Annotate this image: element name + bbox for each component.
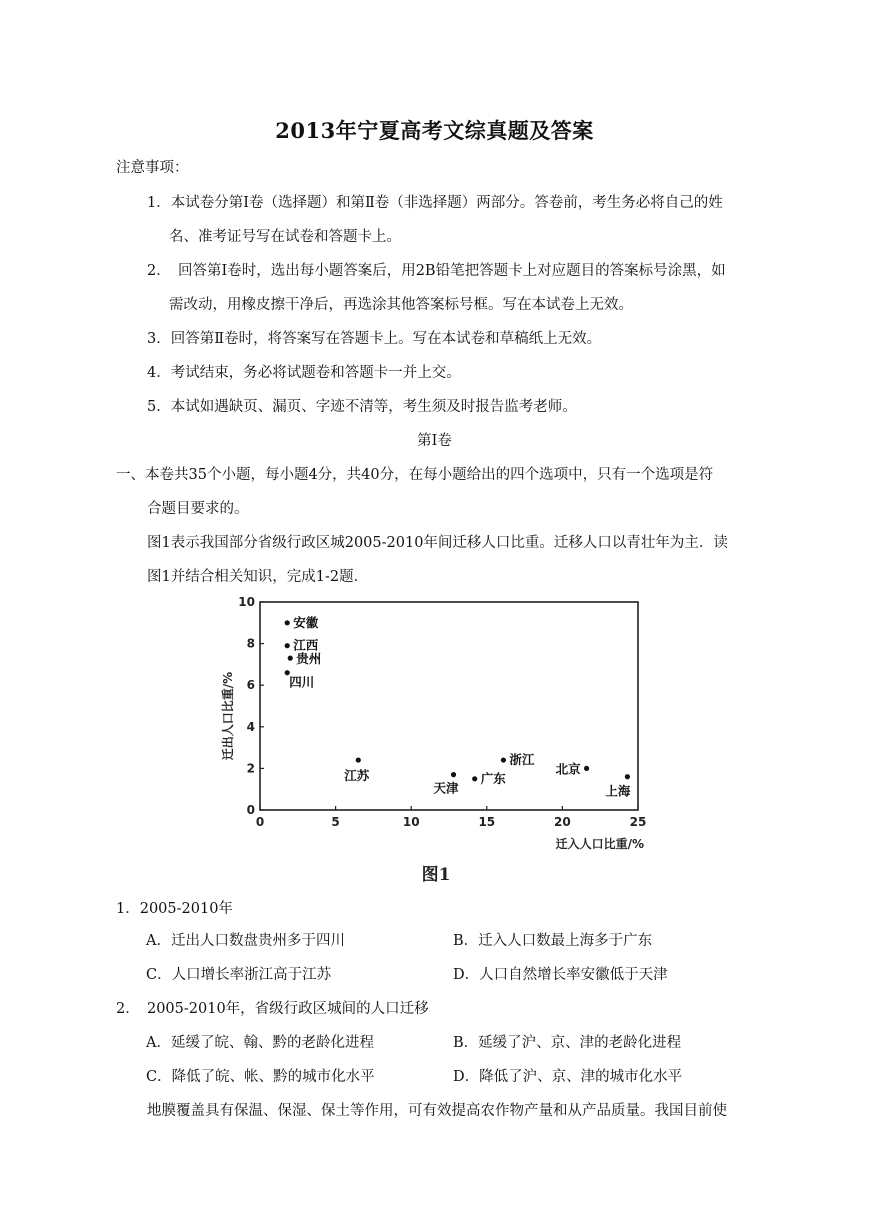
y-tick-label: 4 xyxy=(246,719,255,734)
question-option: C．降低了皖、帐、黔的城市化水平 xyxy=(146,1069,375,1085)
y-tick-label: 2 xyxy=(246,761,255,776)
point-label: 浙江 xyxy=(509,752,535,768)
data-point xyxy=(288,656,293,661)
note-line: 3．回答第Ⅱ卷时，将答案写在答题卡上。写在本试卷和草稿纸上无效。 xyxy=(147,331,602,347)
point-label: 北京 xyxy=(555,761,581,777)
question-option: B．迁入人口数最上海多于广东 xyxy=(453,933,653,949)
notes-heading: 注意事项： xyxy=(116,160,189,176)
note-line: 4．考试结束，务必将试题卷和答题卡一并上交。 xyxy=(147,365,461,381)
trailing-paragraph: 地膜覆盖具有保温、保湿、保土等作用，可有效提高农作物产量和从产品质量。我国目前使 xyxy=(147,1103,727,1119)
data-point xyxy=(285,643,290,648)
y-axis-label: 迁出人口比重/% xyxy=(221,671,235,761)
question-stem: 1．2005-2010年 xyxy=(116,901,233,917)
data-point xyxy=(625,774,630,779)
question-option: C．人口增长率浙江高于江苏 xyxy=(146,967,332,983)
data-point xyxy=(584,766,589,771)
question-option: A．迁出人口数盘贵州多于四川 xyxy=(146,933,345,949)
point-label: 上海 xyxy=(605,783,631,799)
question-option: A．延缓了皖、翰、黔的老龄化进程 xyxy=(146,1035,374,1051)
figure-intro-line: 图1并结合相关知识，完成1-2题． xyxy=(147,569,369,585)
question-option: B．延缓了沪、京、津的老龄化进程 xyxy=(453,1035,682,1051)
point-label: 贵州 xyxy=(296,651,322,667)
page-title: 2013年宁夏高考文综真题及答案 xyxy=(275,118,594,143)
x-tick-label: 15 xyxy=(478,815,496,829)
note-line: 需改动，用橡皮擦干净后，再选涂其他答案标号框。写在本试卷上无效。 xyxy=(169,297,633,313)
part-intro-line: 一、本卷共35个小题，每小题4分，共40分，在每小题给出的四个选项中，只有一个选项是符 xyxy=(116,467,714,483)
figure-1-scatter-chart xyxy=(218,592,673,887)
y-tick-label: 0 xyxy=(246,803,255,817)
x-tick-label: 25 xyxy=(629,815,647,829)
figure-intro-line: 图1表示我国部分省级行政区城2005-2010年间迁移人口比重。迁移人口以青壮年为主．读 xyxy=(147,535,728,551)
point-label: 四川 xyxy=(289,674,315,690)
x-tick-label: 0 xyxy=(255,815,265,829)
data-point xyxy=(501,757,506,762)
x-axis-label: 迁入人口比重/% xyxy=(555,837,644,851)
data-point xyxy=(472,776,477,781)
y-tick-label: 8 xyxy=(246,636,255,651)
section-title: 第Ⅰ卷 xyxy=(417,433,452,449)
plot-frame xyxy=(260,602,638,810)
point-label: 广东 xyxy=(480,770,506,786)
x-tick-label: 5 xyxy=(331,815,340,829)
x-tick-label: 20 xyxy=(554,815,571,829)
x-tick-label: 10 xyxy=(402,815,420,829)
question-option: D．人口自然增长率安徽低于天津 xyxy=(453,967,668,983)
question-stem: 2． 2005-2010年，省级行政区城间的人口迁移 xyxy=(116,1001,429,1017)
data-point xyxy=(451,772,456,777)
y-tick-label: 10 xyxy=(238,595,255,609)
part-intro-line: 合题目要求的。 xyxy=(147,501,249,517)
data-point xyxy=(356,757,361,762)
question-option: D．降低了沪、京、津的城市化水平 xyxy=(453,1069,683,1085)
data-point xyxy=(285,620,290,625)
point-label: 江西 xyxy=(293,637,319,653)
figure-caption: 图1 xyxy=(421,865,451,885)
y-tick-label: 6 xyxy=(246,678,255,693)
note-line: 1．本试卷分第Ⅰ卷（选择题）和第Ⅱ卷（非选择题）两部分。答卷前，考生务必将自己的姓 xyxy=(147,195,723,211)
point-label: 江苏 xyxy=(344,768,370,784)
point-label: 安徽 xyxy=(293,614,319,630)
note-line: 5．本试如遇缺页、漏页、字迹不清等，考生须及时报告监考老师。 xyxy=(147,399,577,415)
point-label: 天津 xyxy=(433,780,459,796)
note-line: 名、准考证号写在试卷和答题卡上。 xyxy=(169,229,401,245)
note-line: 2． 回答第Ⅰ卷时，选出每小题答案后，用2B铅笔把答题卡上对应题目的答案标号涂黑，如 xyxy=(147,263,726,279)
